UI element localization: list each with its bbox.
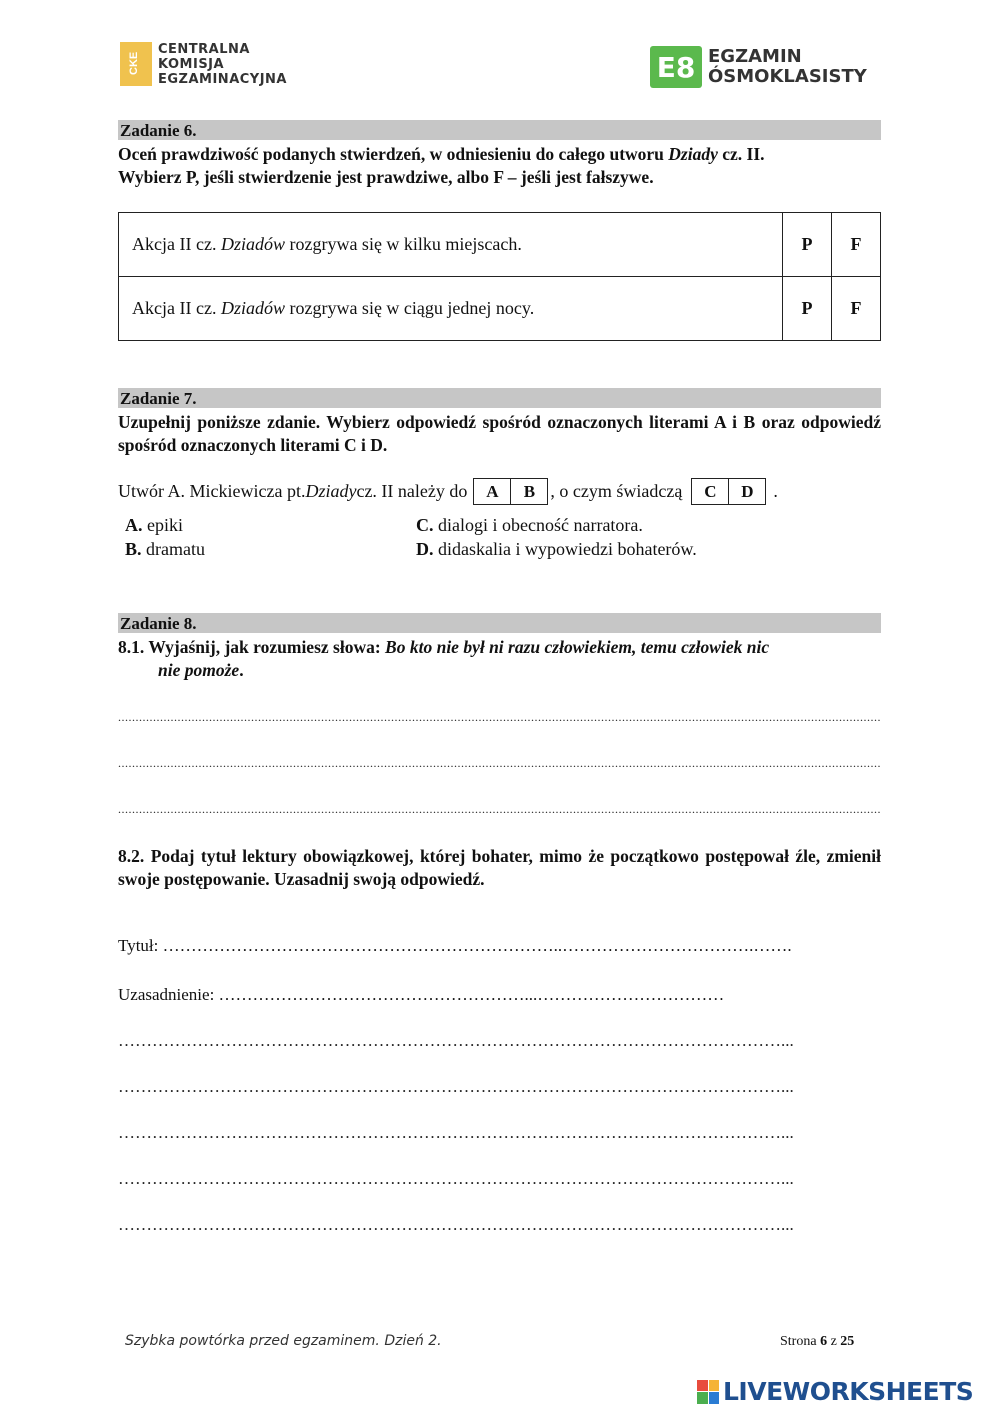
task6-table <box>118 212 881 341</box>
table-row <box>119 277 881 341</box>
cke-logo <box>120 42 287 87</box>
choice-a[interactable]: A <box>473 478 511 505</box>
task6-instruction: Oceń prawdziwość podanych stwierdzeń, w odniesieniu do całego utworu Dziady cz. II. Wybierz P, jeśli stwierdzenie jest prawdziwe, albo F – jeśli jest fałszywe. <box>118 144 765 187</box>
e8-logo-icon: E8 <box>650 46 702 88</box>
title-answer-line[interactable]: Tytuł: ……………………………………………………………..…………………………….……. <box>118 936 792 955</box>
answer-line[interactable]: ………………………………………………………………………………………………………... <box>118 1077 794 1096</box>
statement-2: Akcja II cz. Dziadów rozgrywa się w ciągu jednej nocy. <box>119 277 783 341</box>
page-number: Strona 6 z 25 <box>780 1334 855 1349</box>
task6-title: Zadanie 6. <box>118 120 881 140</box>
table-row <box>119 213 881 277</box>
answer-line[interactable] <box>118 802 881 817</box>
statement-1-true-option[interactable]: P <box>783 213 832 277</box>
statement-1: Akcja II cz. Dziadów rozgrywa się w kilku miejscach. <box>119 213 783 277</box>
task7-instruction: Uzupełnij poniższe zdanie. Wybierz odpowiedź spośród oznaczonych literami A i B oraz odpowiedź spośród oznaczonych literami C i D. <box>118 412 881 455</box>
statement-2-false-option[interactable]: F <box>832 277 881 341</box>
option-a: A. epiki <box>125 515 183 535</box>
statement-1-false-option[interactable]: F <box>832 213 881 277</box>
liveworksheets-logo[interactable] <box>697 1377 973 1406</box>
cke-logo-text: CENTRALNA KOMISJA EGZAMINACYJNA <box>158 42 287 87</box>
liveworksheets-icon <box>697 1380 719 1404</box>
answer-line[interactable]: ………………………………………………………………………………………………………... <box>118 1169 794 1188</box>
answer-line[interactable] <box>118 756 881 771</box>
choice-cd <box>691 478 766 505</box>
choice-c[interactable]: C <box>691 478 729 505</box>
reason-answer-line[interactable]: Uzasadnienie: ………………………………………………...…………………………… <box>118 985 725 1004</box>
option-b: B. dramatu <box>125 539 205 559</box>
task7-title: Zadanie 7. <box>118 388 881 408</box>
statement-2-true-option[interactable]: P <box>783 277 832 341</box>
task7-sentence: Utwór A. Mickiewicza pt. Dziady cz. II należy do A B , o czym świadczą C D . <box>118 478 778 505</box>
choice-ab <box>473 478 548 505</box>
question-8-2: 8.2. Podaj tytuł lektury obowiązkowej, której bohater, mimo że początkowo postępował źle, zmienił swoje postępowanie. Uzasadnij swoją odpowiedź. <box>118 846 882 889</box>
question-8-1: 8.1. Wyjaśnij, jak rozumiesz słowa: Bo kto nie był ni razu człowiekiem, temu człowiek nic nie pomoże. <box>118 637 770 680</box>
liveworksheets-brand: LIVEWORKSHEETS <box>723 1377 974 1406</box>
answer-line[interactable]: ………………………………………………………………………………………………………... <box>118 1123 794 1142</box>
cke-logo-icon <box>120 42 152 86</box>
task8-title: Zadanie 8. <box>118 613 881 633</box>
e8-logo <box>650 46 867 88</box>
choice-d[interactable]: D <box>729 478 766 505</box>
answer-line[interactable]: ………………………………………………………………………………………………………... <box>118 1031 794 1050</box>
answer-line[interactable] <box>118 710 881 725</box>
choice-b[interactable]: B <box>511 478 548 505</box>
option-c: C. dialogi i obecność narratora. <box>416 515 643 535</box>
footer-note: Szybka powtórka przed egzaminem. Dzień 2. <box>125 1333 442 1349</box>
option-d: D. didaskalia i wypowiedzi bohaterów. <box>416 539 697 559</box>
e8-logo-text: EGZAMIN ÓSMOKLASISTY <box>708 46 867 87</box>
answer-line[interactable]: ………………………………………………………………………………………………………... <box>118 1215 794 1234</box>
